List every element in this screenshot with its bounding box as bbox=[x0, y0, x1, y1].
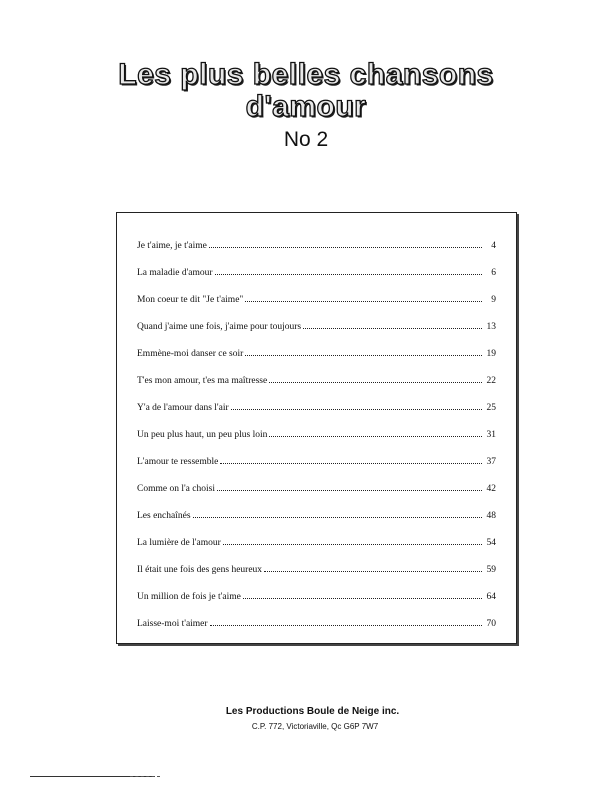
toc-entry-page: 48 bbox=[486, 511, 496, 521]
toc-entry-title: Je t'aime, je t'aime bbox=[137, 241, 207, 251]
toc-entry-title: T'es mon amour, t'es ma maîtresse bbox=[137, 376, 268, 386]
toc-entry-page: 6 bbox=[491, 268, 496, 278]
toc-entry-title: Y'a de l'amour dans l'air bbox=[137, 403, 229, 413]
toc-entry-title: Laisse-moi t'aimer bbox=[137, 619, 208, 629]
toc-entry bbox=[137, 532, 496, 548]
toc-entry-title: Emmène-moi danser ce soir bbox=[137, 349, 244, 359]
toc-entry bbox=[137, 235, 496, 251]
toc-entry-page: 13 bbox=[486, 322, 496, 332]
toc-entry bbox=[137, 586, 496, 602]
toc-leader-dots bbox=[215, 274, 482, 275]
toc-entry-title: Un peu plus haut, un peu plus loin bbox=[137, 430, 268, 440]
toc-entry-page: 64 bbox=[486, 592, 496, 602]
toc-leader-dots bbox=[217, 490, 482, 491]
toc-entry bbox=[137, 370, 496, 386]
toc-entry-title: Quand j'aime une fois, j'aime pour toujours bbox=[137, 322, 302, 332]
toc-entry-title: L'amour te ressemble bbox=[137, 457, 219, 467]
toc-leader-dots bbox=[269, 382, 482, 383]
toc-entry-page: 4 bbox=[491, 241, 496, 251]
toc-entry-page: 19 bbox=[486, 349, 496, 359]
toc-leader-dots bbox=[245, 301, 482, 302]
footer-rule-dashed bbox=[130, 776, 160, 777]
toc-leader-dots bbox=[223, 544, 482, 545]
toc-leader-dots bbox=[193, 517, 482, 518]
toc-entry-page: 42 bbox=[486, 484, 496, 494]
page-subtitle: No 2 bbox=[283, 128, 329, 151]
page-title-line-1: Les plus belles chansons bbox=[118, 58, 494, 91]
toc-entry-page: 22 bbox=[486, 376, 496, 386]
page-title-line-2: d'amour bbox=[245, 90, 367, 123]
toc-leader-dots bbox=[269, 436, 482, 437]
toc-entry bbox=[137, 478, 496, 494]
toc-entry-page: 25 bbox=[486, 403, 496, 413]
toc-leader-dots bbox=[231, 409, 482, 410]
toc-entry-title: Comme on l'a choisi bbox=[137, 484, 215, 494]
toc-entry-page: 9 bbox=[491, 295, 496, 305]
toc-entry bbox=[137, 316, 496, 332]
toc-entry-page: 59 bbox=[486, 565, 496, 575]
toc-entry-title: Mon coeur te dit "Je t'aime" bbox=[137, 295, 244, 305]
toc-leader-dots bbox=[210, 625, 482, 626]
toc-leader-dots bbox=[303, 328, 482, 329]
toc-leader-dots bbox=[220, 463, 482, 464]
toc-entry bbox=[137, 343, 496, 359]
toc-entry bbox=[137, 559, 496, 575]
toc-entry-title: Il était une fois des gens heureux bbox=[137, 565, 263, 575]
toc-entry bbox=[137, 397, 496, 413]
toc-leader-dots bbox=[209, 247, 482, 248]
toc-entry bbox=[137, 505, 496, 521]
toc-entry bbox=[137, 451, 496, 467]
toc-entry-page: 31 bbox=[486, 430, 496, 440]
table-of-contents bbox=[116, 212, 517, 644]
toc-entry-title: La lumière de l'amour bbox=[137, 538, 221, 548]
toc-entry-page: 54 bbox=[486, 538, 496, 548]
toc-leader-dots bbox=[264, 571, 482, 572]
toc-entry-page: 70 bbox=[486, 619, 496, 629]
toc-entry bbox=[137, 613, 496, 629]
toc-entry bbox=[137, 424, 496, 440]
toc-entry-title: Un million de fois je t'aime bbox=[137, 592, 241, 602]
toc-entry-title: Les enchaînés bbox=[137, 511, 191, 521]
toc-entry bbox=[137, 289, 496, 305]
toc-leader-dots bbox=[243, 598, 482, 599]
toc-entry-page: 37 bbox=[486, 457, 496, 467]
publisher-name: Les Productions Boule de Neige inc. bbox=[225, 706, 400, 717]
toc-leader-dots bbox=[245, 355, 482, 356]
publisher-address: C.P. 772, Victoriaville, Qc G6P 7W7 bbox=[251, 722, 379, 731]
toc-entry bbox=[137, 262, 496, 278]
toc-entry-title: La maladie d'amour bbox=[137, 268, 213, 278]
